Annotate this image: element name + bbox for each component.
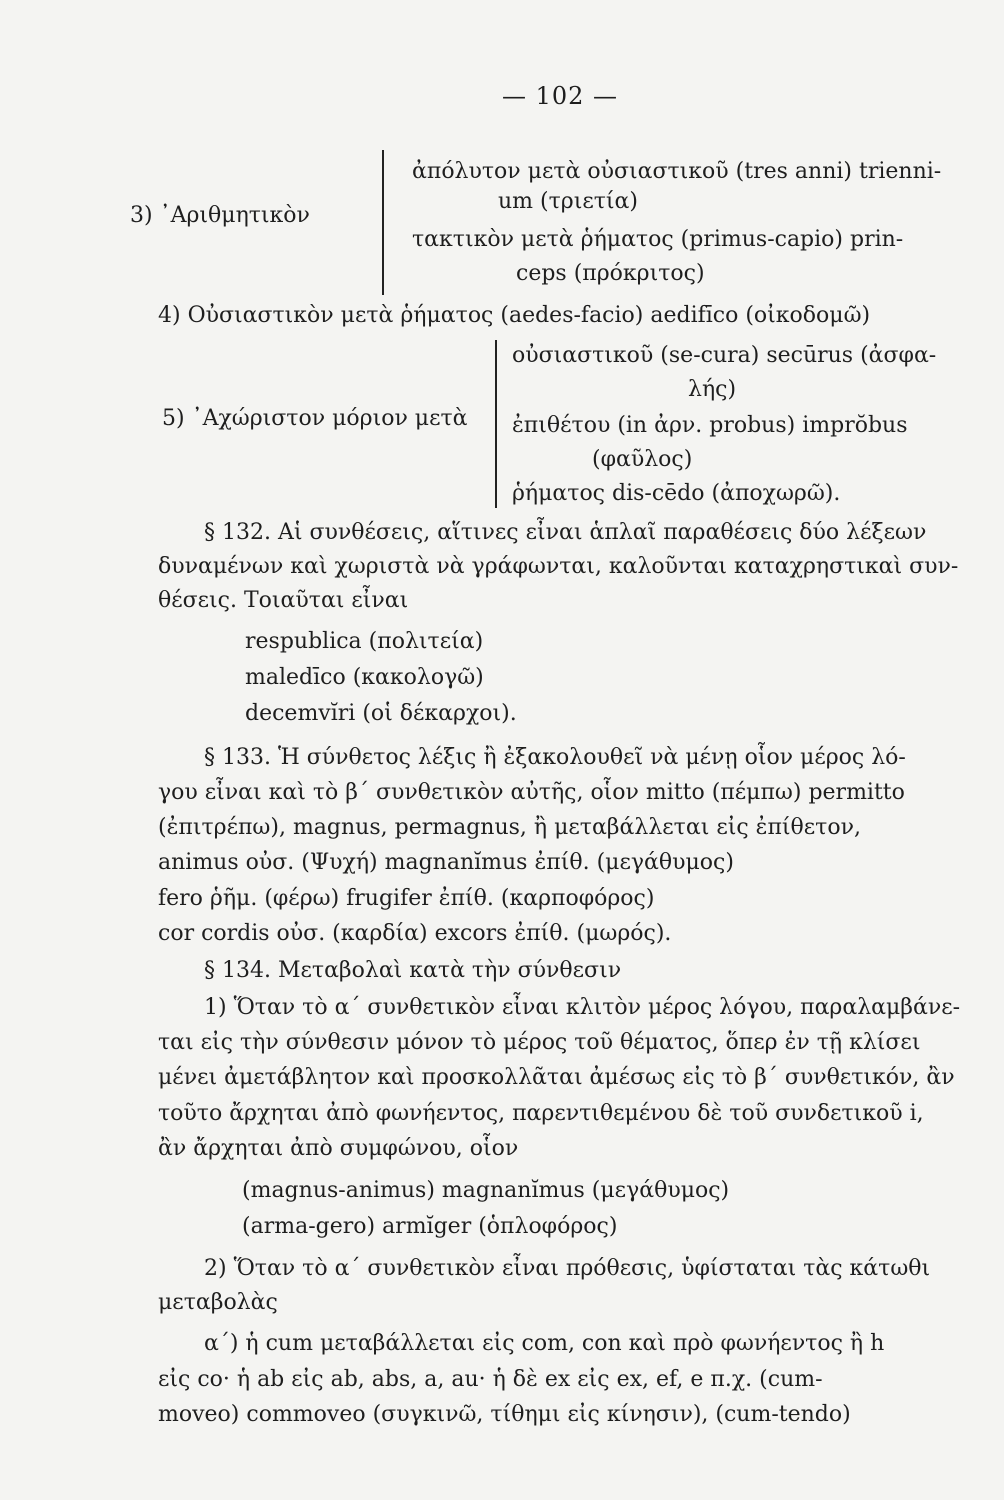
paragraph-line: δυναμένων καὶ χωριστὰ νὰ γράφωνται, καλοῦνται καταχρηστικαὶ συν- xyxy=(158,554,959,579)
paragraph-line: animus οὐσ. (Ψυχή) magnanĭmus ἐπίθ. (μεγάθυμος) xyxy=(158,850,734,875)
example-line: maledīco (κακολογῶ) xyxy=(245,665,484,690)
paragraph-line: fero ῥῆμ. (φέρω) frugifer ἐπίθ. (καρποφόρος) xyxy=(158,886,655,911)
block5-line: ἐπιθέτου (in ἀρν. probus) imprŏbus xyxy=(512,413,908,438)
block5-line: ῥήματος dis-cēdo (ἀποχωρῶ). xyxy=(512,481,841,506)
paragraph-line: τοῦτο ἄρχηται ἀπὸ φωνήεντος, παρεντιθεμένου δὲ τοῦ συνδετικοῦ i, xyxy=(158,1101,924,1126)
section-heading: § 134. Μεταβολαὶ κατὰ τὴν σύνθεσιν xyxy=(204,958,622,983)
block3-line: ceps (πρόκριτος) xyxy=(516,261,705,286)
paragraph-line: moveo) commoveo (συγκινῶ, τίθημι εἰς κίνησιν), (cum-tendo) xyxy=(158,1402,851,1427)
example-line: (magnus-animus) magnanĭmus (μεγάθυμος) xyxy=(242,1178,730,1203)
block5-line: (φαῦλος) xyxy=(592,447,693,472)
paragraph-line: εἰς co· ἡ ab εἰς ab, abs, a, au· ἡ δὲ ex εἰς ex, ef, e π.χ. (cum- xyxy=(158,1367,823,1392)
paragraph-line: μεταβολὰς xyxy=(158,1290,278,1315)
brace-line xyxy=(495,340,497,508)
block3-line: um (τριετία) xyxy=(498,189,638,214)
page-number: — 102 — xyxy=(501,82,619,110)
block4-line: 4) Οὐσιαστικὸν μετὰ ῥήματος (aedes-facio) aedifīco (οἰκοδομῶ) xyxy=(158,303,871,328)
paragraph-line: 2) Ὅταν τὸ α΄ συνθετικὸν εἶναι πρόθεσις, ὑφίσταται τὰς κάτωθι xyxy=(204,1256,931,1281)
paragraph-line: α΄) ἡ cum μεταβάλλεται εἰς com, con καὶ πρὸ φωνήεντος ἢ h xyxy=(204,1331,885,1356)
paragraph-line: (ἐπιτρέπω), magnus, permagnus, ἢ μεταβάλλεται εἰς ἐπίθετον, xyxy=(158,815,861,840)
block5-line: λής) xyxy=(688,377,737,402)
paragraph-line: cor cordis οὐσ. (καρδία) excors ἐπίθ. (μωρός). xyxy=(158,921,672,946)
paragraph-line: θέσεις. Τοιαῦται εἶναι xyxy=(158,588,409,613)
block5-line: οὐσιαστικοῦ (se-cura) secūrus (ἀσφα- xyxy=(512,343,937,368)
paragraph-line: 1) Ὅταν τὸ α΄ συνθετικὸν εἶναι κλιτὸν μέρος λόγου, παραλαμβάνε- xyxy=(204,995,961,1020)
brace-line xyxy=(382,150,384,295)
example-line: respublica (πολιτεία) xyxy=(245,629,484,654)
block3-line: ἀπόλυτον μετὰ οὐσιαστικοῦ (tres anni) trienni- xyxy=(412,159,942,184)
block5-label: 5) ᾿Αχώριστον μόριον μετὰ xyxy=(162,406,468,431)
paragraph-line: μένει ἀμετάβλητον καὶ προσκολλᾶται ἀμέσως εἰς τὸ β΄ συνθετικόν, ἂν xyxy=(158,1065,955,1090)
example-line: decemvĭri (οἱ δέκαρχοι). xyxy=(245,701,517,726)
example-line: (arma-gero) armĭger (ὁπλοφόρος) xyxy=(242,1214,618,1239)
paragraph-line: ται εἰς τὴν σύνθεσιν μόνον τὸ μέρος τοῦ θέματος, ὅπερ ἐν τῇ κλίσει xyxy=(158,1030,921,1055)
paragraph-line: γου εἶναι καὶ τὸ β΄ συνθετικὸν αὐτῆς, οἷον mitto (πέμπω) permitto xyxy=(158,780,905,805)
block3-label: 3) ᾿Αριθμητικὸν xyxy=(130,203,310,228)
paragraph-line: § 133. Ἡ σύνθετος λέξις ἢ ἐξακολουθεῖ νὰ μένῃ οἷον μέρος λό- xyxy=(204,745,906,770)
paragraph-line: ἂν ἄρχηται ἀπὸ συμφώνου, οἷον xyxy=(158,1136,519,1161)
block3-line: τακτικὸν μετὰ ῥήματος (primus-capio) prin- xyxy=(412,227,904,252)
paragraph-line: § 132. Αἱ συνθέσεις, αἵτινες εἶναι ἁπλαῖ παραθέσεις δύο λέξεων xyxy=(204,520,927,545)
